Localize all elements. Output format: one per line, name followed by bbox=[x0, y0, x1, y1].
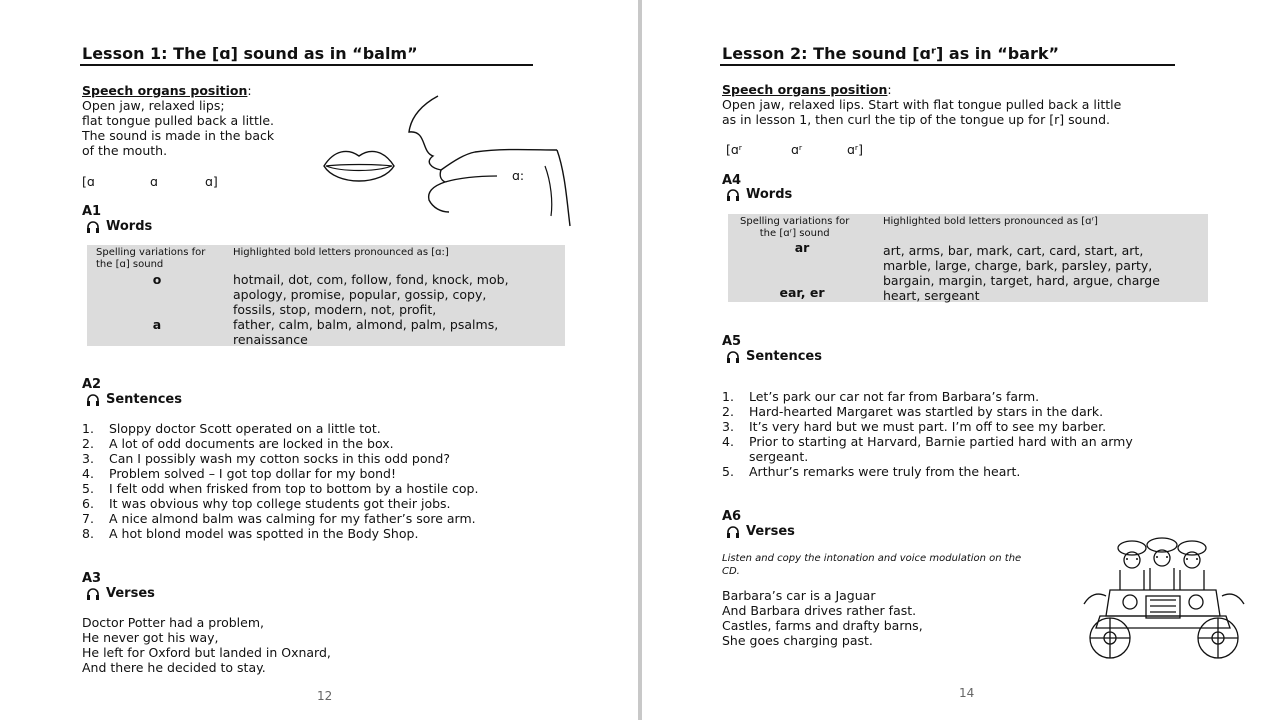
verse-instruction: Listen and copy the intonation and voice modulation on the CD. bbox=[722, 553, 1022, 577]
left-page bbox=[0, 0, 638, 720]
list-item: 7. A nice almond balm was calming for my father’s sore arm. bbox=[82, 511, 476, 526]
table-header-right: Highlighted bold letters pronounced as [ɑʳ] bbox=[883, 216, 1098, 227]
page-number-right: 14 bbox=[959, 686, 975, 700]
speech-organs-label: Speech organs position bbox=[722, 82, 888, 97]
verse-text-right: Barbara’s car is a Jaguar And Barbara drives rather fast. Castles, farms and drafty barns, She goes charging past. bbox=[722, 588, 923, 648]
list-item: 4. Problem solved – I got top dollar for my bond! bbox=[82, 466, 396, 481]
right-page bbox=[642, 0, 1280, 720]
speech-organs-colon: : bbox=[247, 83, 252, 98]
headphones-icon bbox=[726, 351, 740, 363]
title-rule bbox=[720, 64, 1175, 66]
list-item: 5. I felt odd when frisked from top to bottom by a hostile cop. bbox=[82, 481, 479, 496]
speech-organs-text: Open jaw, relaxed lips; flat tongue pulled back a little. The sound is made in the back of the mouth. bbox=[82, 98, 275, 158]
table-examples: father, calm, balm, almond, palm, psalms, renaissance bbox=[233, 317, 499, 347]
list-item: 2. A lot of odd documents are locked in the box. bbox=[82, 436, 394, 451]
spelling-table bbox=[728, 214, 1208, 302]
list-item: 1. Sloppy doctor Scott operated on a little tot. bbox=[82, 421, 381, 436]
list-item: 3. Can I possibly wash my cotton socks in this odd pond? bbox=[82, 451, 450, 466]
table-header-left: Spelling variations for the [ɑ] sound bbox=[96, 247, 206, 270]
verse-text-left: Doctor Potter had a problem, He never got his way, He left for Oxford but landed in Oxnard, And there he decided to stay. bbox=[82, 615, 331, 675]
speech-organs-label: Speech organs position bbox=[82, 83, 248, 98]
a3-label: A3 bbox=[82, 571, 102, 586]
list-item: 4. Prior to starting at Harvard, Barnie partied hard with an army sergeant. bbox=[722, 434, 1133, 464]
a1-label: A1 bbox=[82, 204, 102, 219]
page-number-left: 12 bbox=[317, 689, 333, 703]
sentences-heading-a2 bbox=[86, 392, 182, 407]
sentences-label: Sentences bbox=[746, 349, 822, 364]
table-spelling: a bbox=[152, 317, 162, 332]
lips-illustration bbox=[322, 146, 396, 188]
symbol-1: [ɑ bbox=[82, 174, 95, 189]
table-examples: art, arms, bar, mark, cart, card, start, art, marble, large, charge, bark, parsley, party, bargain, margin, target, hard, argue, charge bbox=[883, 243, 1160, 288]
mouth-profile-illustration bbox=[405, 92, 575, 230]
words-heading-a1 bbox=[86, 219, 152, 234]
headphones-icon bbox=[726, 189, 740, 201]
a5-label: A5 bbox=[722, 334, 742, 349]
table-spelling: ar bbox=[794, 240, 810, 255]
words-heading-a4 bbox=[726, 187, 792, 202]
list-item: 1. Let’s park our car not far from Barbara’s farm. bbox=[722, 389, 1040, 404]
words-label: Words bbox=[746, 187, 793, 202]
a2-label: A2 bbox=[82, 377, 102, 392]
vintage-car-illustration bbox=[1080, 530, 1248, 662]
table-spelling: o bbox=[152, 272, 162, 287]
list-item: 2. Hard-hearted Margaret was startled by stars in the dark. bbox=[722, 404, 1104, 419]
verses-label: Verses bbox=[106, 586, 155, 601]
words-label: Words bbox=[106, 219, 153, 234]
verses-label: Verses bbox=[746, 524, 795, 539]
symbol-3: ɑʳ] bbox=[847, 142, 864, 157]
lesson1-title: Lesson 1: The [ɑ] sound as in “balm” bbox=[82, 44, 418, 63]
diagram-label: ɑ: bbox=[512, 168, 525, 183]
speech-organs-heading bbox=[82, 83, 252, 98]
list-item: 3. It’s very hard but we must part. I’m off to see my barber. bbox=[722, 419, 1107, 434]
sentence-list-left bbox=[82, 421, 602, 541]
table-header-left: Spelling variations for the [ɑʳ] sound bbox=[740, 216, 850, 239]
headphones-icon bbox=[726, 526, 740, 538]
table-spelling: ear, er bbox=[779, 285, 825, 300]
sentence-list-right bbox=[722, 389, 1222, 479]
headphones-icon bbox=[86, 221, 100, 233]
verses-heading-a3 bbox=[86, 586, 155, 601]
a6-label: A6 bbox=[722, 509, 742, 524]
headphones-icon bbox=[86, 588, 100, 600]
speech-organs-text: Open jaw, relaxed lips. Start with flat tongue pulled back a little as in lesson 1, then curl the tip of the tongue up for [r] sound. bbox=[722, 97, 1122, 127]
list-item: 8. A hot blond model was spotted in the Body Shop. bbox=[82, 526, 419, 541]
speech-organs-colon: : bbox=[887, 82, 892, 97]
symbol-3: ɑ] bbox=[205, 174, 218, 189]
list-item: 6. It was obvious why top college students got their jobs. bbox=[82, 496, 451, 511]
table-header-right: Highlighted bold letters pronounced as [ɑ:] bbox=[233, 247, 449, 258]
headphones-icon bbox=[86, 394, 100, 406]
a4-label: A4 bbox=[722, 173, 742, 188]
sentences-heading-a5 bbox=[726, 349, 822, 364]
title-rule bbox=[80, 64, 533, 66]
symbol-1: [ɑʳ bbox=[726, 142, 743, 157]
verses-heading-a6 bbox=[726, 524, 795, 539]
symbol-2: ɑʳ bbox=[791, 142, 803, 157]
symbol-2: ɑ bbox=[150, 174, 158, 189]
table-examples: heart, sergeant bbox=[883, 288, 980, 303]
spelling-table bbox=[87, 245, 565, 346]
speech-organs-heading bbox=[722, 82, 892, 97]
table-examples: hotmail, dot, com, follow, fond, knock, mob, apology, promise, popular, gossip, copy, fossils, stop, modern, not, profit, bbox=[233, 272, 509, 317]
list-item: 5. Arthur’s remarks were truly from the heart. bbox=[722, 464, 1021, 479]
sentences-label: Sentences bbox=[106, 392, 182, 407]
lesson2-title: Lesson 2: The sound [ɑʳ] as in “bark” bbox=[722, 44, 1060, 63]
